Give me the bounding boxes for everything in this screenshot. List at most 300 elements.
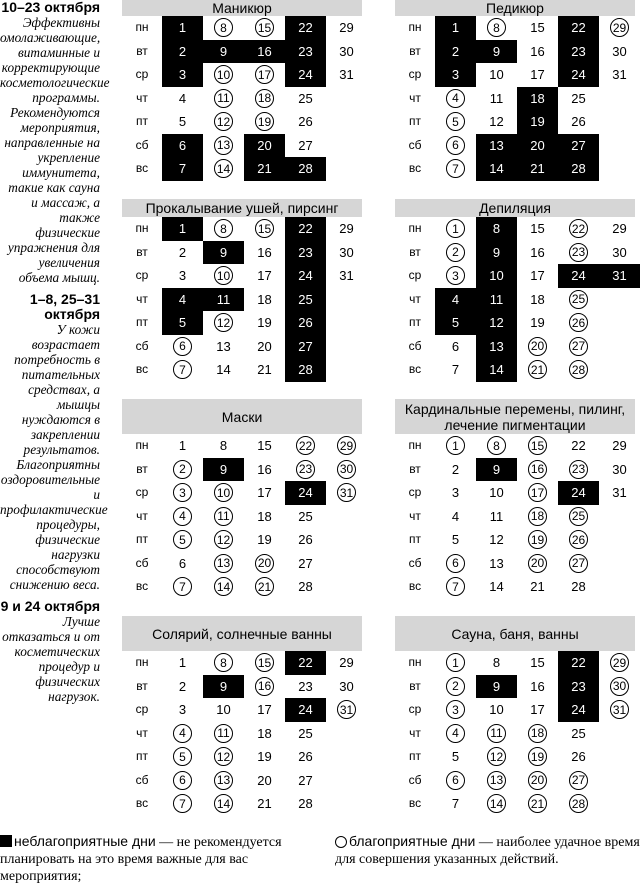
- day-cell: [203, 311, 244, 335]
- day-cell: [476, 63, 517, 87]
- day-cell: [476, 528, 517, 552]
- day-cell: [517, 481, 558, 505]
- day-number: 15: [255, 653, 274, 672]
- day-cell: [517, 675, 558, 699]
- day-cell: [326, 528, 367, 552]
- day-name: вт: [136, 461, 148, 476]
- calendar-grid: [122, 217, 362, 382]
- day-number: 20: [257, 338, 272, 354]
- day-number: 20: [528, 337, 547, 356]
- day-number: 31: [337, 700, 356, 719]
- day-number: 12: [214, 112, 233, 131]
- day-cell: [558, 675, 599, 699]
- day-name: пн: [135, 221, 149, 235]
- day-number: 24: [298, 702, 313, 718]
- day-number: 6: [451, 338, 460, 354]
- day-number: 19: [528, 747, 547, 766]
- day-name: пн: [135, 20, 149, 34]
- day-number: 14: [489, 579, 504, 595]
- calendar-row: [395, 241, 635, 265]
- panel-title: Маникюр: [122, 0, 362, 16]
- panel-title: Маски: [122, 399, 362, 434]
- day-cell: [203, 528, 244, 552]
- day-number: 13: [214, 771, 233, 790]
- day-name: сб: [408, 772, 422, 787]
- day-number: 8: [219, 438, 228, 454]
- day-cell: [203, 552, 244, 576]
- day-cell: [517, 241, 558, 265]
- day-cell: [599, 769, 640, 793]
- day-cell: [244, 575, 285, 599]
- calendar-row: [395, 552, 635, 576]
- day-cell: [558, 769, 599, 793]
- day-cell: [517, 311, 558, 335]
- day-number: 19: [530, 315, 545, 331]
- day-number: 26: [571, 114, 586, 130]
- day-cell: [285, 63, 326, 87]
- day-cell: [203, 575, 244, 599]
- day-number: 12: [489, 315, 504, 331]
- day-name: пн: [408, 655, 422, 669]
- day-cell: [435, 745, 476, 769]
- day-cell: [435, 217, 476, 241]
- day-cell: [285, 241, 326, 265]
- day-name: вс: [408, 796, 422, 810]
- day-cell: [203, 264, 244, 288]
- day-name: пт: [409, 749, 421, 763]
- day-cell: [517, 335, 558, 359]
- day-cell: [476, 552, 517, 576]
- calendar-row: [395, 651, 635, 675]
- day-cell: [326, 552, 367, 576]
- day-cell: [203, 745, 244, 769]
- day-name: сб: [135, 338, 149, 353]
- calendar-row: [395, 63, 635, 87]
- day-name: чт: [409, 90, 421, 105]
- day-number: 25: [569, 507, 588, 526]
- day-cell: [558, 358, 599, 382]
- day-cell: [599, 157, 640, 181]
- day-cell: [558, 16, 599, 40]
- day-cell: [162, 434, 203, 458]
- day-number: 7: [173, 360, 192, 379]
- day-name: ср: [135, 702, 149, 716]
- day-cell: [476, 458, 517, 482]
- day-cell: [517, 745, 558, 769]
- day-number: 29: [339, 221, 354, 237]
- day-cell: [326, 434, 367, 458]
- day-cell: [558, 335, 599, 359]
- day-name: сб: [408, 137, 422, 152]
- day-cell: [517, 722, 558, 746]
- legend-text: — не рекомендуется планировать на это время важные для вас мероприятия;: [0, 835, 282, 884]
- day-cell: [326, 87, 367, 111]
- day-name: сб: [135, 555, 149, 570]
- day-cell: [599, 311, 640, 335]
- day-number: 17: [255, 65, 274, 84]
- day-cell: [244, 552, 285, 576]
- calendar-grid: [395, 434, 635, 599]
- day-cell: [476, 134, 517, 158]
- day-number: 18: [257, 508, 272, 524]
- day-cell: [244, 505, 285, 529]
- day-cell: [326, 458, 367, 482]
- day-number: 18: [257, 291, 272, 307]
- day-cell: [599, 528, 640, 552]
- day-number: 8: [214, 219, 233, 238]
- day-number: 31: [612, 485, 627, 501]
- day-number: 10: [214, 483, 233, 502]
- day-number: 12: [487, 747, 506, 766]
- day-cell: [599, 40, 640, 64]
- day-number: 26: [298, 114, 313, 130]
- day-name: ср: [408, 485, 422, 499]
- day-cell: [558, 745, 599, 769]
- calendar-row: [122, 434, 362, 458]
- day-cell: [162, 792, 203, 816]
- day-number: 27: [571, 137, 586, 153]
- day-number: 16: [530, 43, 545, 59]
- day-cell: [435, 87, 476, 111]
- day-number: 28: [298, 161, 313, 177]
- day-cell: [203, 458, 244, 482]
- day-number: 28: [298, 796, 313, 812]
- day-cell: [162, 16, 203, 40]
- legend-text: — наиболее удачное время для совершения указанных действий.: [335, 835, 640, 867]
- day-cell: [558, 792, 599, 816]
- calendar-row: [395, 264, 635, 288]
- day-number: 23: [296, 460, 315, 479]
- day-cell: [326, 575, 367, 599]
- day-number: 30: [339, 244, 354, 260]
- day-number: 26: [569, 313, 588, 332]
- day-cell: [599, 745, 640, 769]
- day-cell: [476, 745, 517, 769]
- day-number: 6: [178, 137, 187, 153]
- day-cell: [244, 16, 285, 40]
- day-cell: [285, 745, 326, 769]
- day-number: 22: [298, 20, 313, 36]
- day-cell: [517, 110, 558, 134]
- calendar-row: [122, 16, 362, 40]
- day-number: 10: [216, 702, 231, 718]
- calendar-row: [395, 110, 635, 134]
- calendar-row: [122, 769, 362, 793]
- calendar-row: [122, 241, 362, 265]
- day-number: 28: [298, 579, 313, 595]
- day-number: 3: [446, 700, 465, 719]
- day-number: 14: [489, 362, 504, 378]
- day-cell: [599, 264, 640, 288]
- day-number: 15: [255, 219, 274, 238]
- day-cell: [476, 651, 517, 675]
- day-number: 21: [257, 796, 272, 812]
- day-name: вт: [409, 244, 421, 259]
- day-cell: [599, 288, 640, 312]
- day-number: 2: [446, 677, 465, 696]
- day-cell: [326, 769, 367, 793]
- day-number: 11: [489, 508, 504, 524]
- day-cell: [558, 134, 599, 158]
- day-number: 3: [178, 268, 187, 284]
- day-name: ср: [408, 702, 422, 716]
- day-number: 4: [446, 89, 465, 108]
- day-cell: [244, 110, 285, 134]
- day-cell: [558, 458, 599, 482]
- day-cell: [599, 651, 640, 675]
- day-number: 11: [216, 291, 231, 307]
- day-cell: [599, 552, 640, 576]
- day-cell: [476, 481, 517, 505]
- day-cell: [558, 217, 599, 241]
- day-number: 31: [612, 268, 627, 284]
- day-number: 21: [257, 362, 272, 378]
- calendar-row: [395, 358, 635, 382]
- day-cell: [517, 157, 558, 181]
- day-cell: [285, 335, 326, 359]
- day-cell: [203, 63, 244, 87]
- day-cell: [162, 458, 203, 482]
- calendar-row: [395, 745, 635, 769]
- day-cell: [285, 769, 326, 793]
- panel-title: Солярий, солнечные ванны: [122, 616, 362, 651]
- day-number: 7: [451, 796, 460, 812]
- day-number: 27: [298, 338, 313, 354]
- day-cell: [285, 16, 326, 40]
- day-cell: [558, 40, 599, 64]
- day-cell: [599, 358, 640, 382]
- day-number: 29: [610, 653, 629, 672]
- day-cell: [285, 481, 326, 505]
- day-number: 21: [530, 579, 545, 595]
- day-number: 18: [255, 89, 274, 108]
- day-name: чт: [136, 508, 148, 523]
- day-number: 24: [298, 268, 313, 284]
- day-cell: [326, 792, 367, 816]
- day-number: 4: [173, 507, 192, 526]
- day-cell: [476, 335, 517, 359]
- sidebar-text: У кожи возрастает потребность в питательных средствах, а мышцы нуждаются в закреплении результатов. Благоприятны оздоровительные и профилактические процедуры, физические нагрузки способствуют снижению веса.: [0, 322, 108, 592]
- day-number: 2: [446, 243, 465, 262]
- day-number: 6: [173, 771, 192, 790]
- day-number: 1: [446, 436, 465, 455]
- day-number: 25: [569, 290, 588, 309]
- day-number: 3: [178, 702, 187, 718]
- day-cell: [326, 481, 367, 505]
- day-number: 19: [528, 530, 547, 549]
- day-cell: [599, 110, 640, 134]
- day-cell: [162, 358, 203, 382]
- day-cell: [244, 481, 285, 505]
- day-name: чт: [136, 90, 148, 105]
- day-name: чт: [409, 725, 421, 740]
- calendar-panel: [122, 199, 362, 382]
- day-cell: [476, 87, 517, 111]
- calendar-row: [395, 722, 635, 746]
- day-number: 10: [214, 65, 233, 84]
- day-cell: [599, 217, 640, 241]
- day-number: 24: [571, 67, 586, 83]
- day-cell: [558, 311, 599, 335]
- day-number: 15: [530, 20, 545, 36]
- legend-label: благоприятные дни: [349, 833, 476, 849]
- day-name: пт: [136, 315, 148, 329]
- day-cell: [203, 675, 244, 699]
- day-name: вс: [135, 362, 149, 376]
- day-number: 24: [298, 485, 313, 501]
- day-number: 29: [612, 221, 627, 237]
- day-number: 16: [255, 677, 274, 696]
- day-name: ср: [135, 268, 149, 282]
- day-cell: [517, 458, 558, 482]
- day-name: вс: [408, 362, 422, 376]
- day-name: пт: [409, 114, 421, 128]
- day-cell: [244, 241, 285, 265]
- day-cell: [162, 698, 203, 722]
- day-name: вс: [408, 161, 422, 175]
- calendar-row: [122, 651, 362, 675]
- day-cell: [435, 792, 476, 816]
- day-number: 5: [173, 530, 192, 549]
- day-cell: [203, 505, 244, 529]
- calendar-row: [122, 505, 362, 529]
- day-cell: [558, 575, 599, 599]
- day-number: 5: [451, 749, 460, 765]
- day-number: 18: [530, 90, 545, 106]
- day-number: 5: [178, 315, 187, 331]
- day-number: 11: [489, 90, 504, 106]
- day-cell: [517, 528, 558, 552]
- day-number: 4: [178, 291, 187, 307]
- day-cell: [326, 217, 367, 241]
- calendar-row: [395, 311, 635, 335]
- day-cell: [162, 481, 203, 505]
- day-number: 8: [214, 18, 233, 37]
- day-cell: [285, 651, 326, 675]
- day-number: 29: [612, 438, 627, 454]
- day-number: 14: [214, 159, 233, 178]
- day-number: 27: [298, 137, 313, 153]
- day-number: 15: [257, 438, 272, 454]
- day-cell: [517, 769, 558, 793]
- day-number: 4: [178, 90, 187, 106]
- day-cell: [558, 698, 599, 722]
- day-cell: [435, 505, 476, 529]
- day-cell: [162, 505, 203, 529]
- day-number: 31: [612, 67, 627, 83]
- day-name: ср: [408, 67, 422, 81]
- day-cell: [244, 63, 285, 87]
- sidebar-text: Эффективны омолаживающие, витаминные и корректирующие косметологические программы. Рекомендуются мероприятия, направленные на укрепление иммунитета, такие как сауна и массаж, а также физические упражнения для увеличения объема мышц.: [0, 15, 110, 285]
- day-number: 5: [451, 315, 460, 331]
- day-number: 17: [257, 268, 272, 284]
- day-number: 17: [530, 702, 545, 718]
- day-name: пн: [408, 221, 422, 235]
- day-number: 16: [257, 43, 272, 59]
- day-cell: [162, 528, 203, 552]
- day-cell: [599, 87, 640, 111]
- day-cell: [558, 157, 599, 181]
- day-number: 5: [446, 112, 465, 131]
- day-number: 7: [178, 161, 187, 177]
- day-name: пн: [408, 438, 422, 452]
- day-number: 30: [610, 677, 629, 696]
- day-number: 19: [530, 114, 545, 130]
- calendar-row: [395, 698, 635, 722]
- day-cell: [476, 311, 517, 335]
- day-number: 2: [178, 244, 187, 260]
- day-cell: [244, 651, 285, 675]
- day-cell: [476, 288, 517, 312]
- calendar-row: [122, 675, 362, 699]
- panel-title: Педикюр: [395, 0, 635, 16]
- day-number: 31: [339, 67, 354, 83]
- day-cell: [599, 505, 640, 529]
- day-name: вс: [135, 579, 149, 593]
- day-cell: [435, 264, 476, 288]
- calendar-row: [122, 157, 362, 181]
- day-number: 28: [569, 794, 588, 813]
- day-number: 21: [255, 577, 274, 596]
- day-cell: [244, 87, 285, 111]
- day-cell: [285, 264, 326, 288]
- day-cell: [476, 157, 517, 181]
- day-cell: [326, 134, 367, 158]
- sidebar-section-3: [0, 599, 100, 704]
- day-number: 7: [451, 362, 460, 378]
- day-cell: [326, 311, 367, 335]
- day-number: 5: [451, 532, 460, 548]
- day-cell: [244, 217, 285, 241]
- day-name: вт: [136, 43, 148, 58]
- day-number: 30: [339, 43, 354, 59]
- day-cell: [244, 792, 285, 816]
- day-number: 3: [451, 485, 460, 501]
- calendar-grid: [395, 217, 635, 382]
- day-cell: [326, 335, 367, 359]
- day-number: 2: [178, 43, 187, 59]
- day-name: пн: [408, 20, 422, 34]
- day-cell: [285, 552, 326, 576]
- calendar-row: [395, 87, 635, 111]
- day-cell: [599, 698, 640, 722]
- day-number: 23: [569, 243, 588, 262]
- day-cell: [162, 651, 203, 675]
- day-cell: [435, 110, 476, 134]
- day-number: 30: [612, 244, 627, 260]
- day-cell: [517, 87, 558, 111]
- day-name: пн: [135, 655, 149, 669]
- day-cell: [162, 288, 203, 312]
- day-cell: [599, 241, 640, 265]
- day-number: 25: [571, 90, 586, 106]
- day-cell: [203, 134, 244, 158]
- day-number: 20: [528, 771, 547, 790]
- day-cell: [162, 722, 203, 746]
- day-number: 6: [446, 771, 465, 790]
- day-cell: [476, 698, 517, 722]
- day-number: 27: [569, 771, 588, 790]
- day-cell: [558, 552, 599, 576]
- day-number: 22: [571, 655, 586, 671]
- day-name: вт: [136, 244, 148, 259]
- day-number: 17: [257, 485, 272, 501]
- day-number: 18: [528, 507, 547, 526]
- day-cell: [435, 552, 476, 576]
- day-number: 22: [569, 219, 588, 238]
- day-cell: [162, 575, 203, 599]
- day-cell: [244, 745, 285, 769]
